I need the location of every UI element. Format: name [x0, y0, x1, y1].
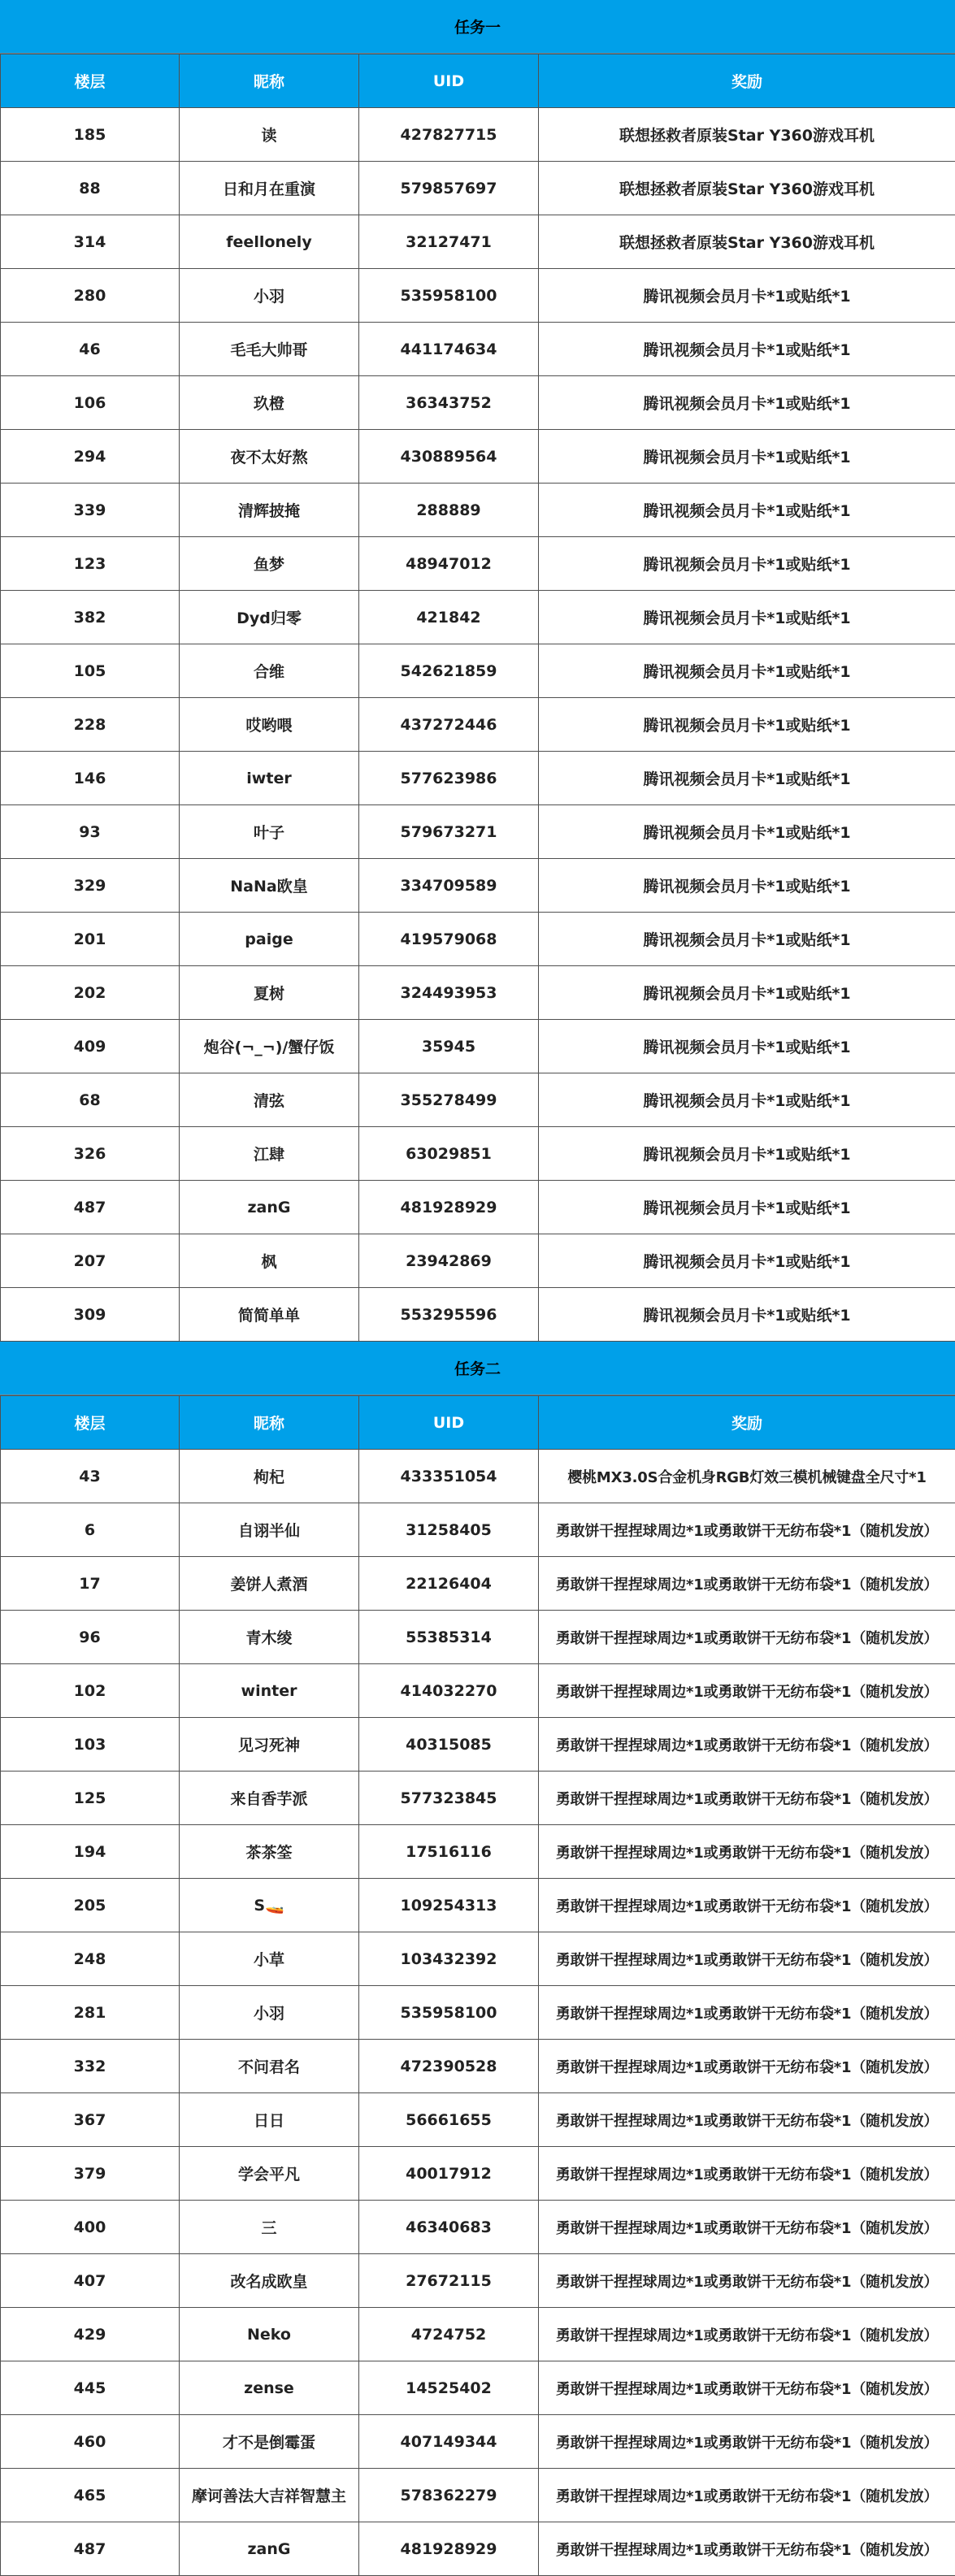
reward-cell: 腾讯视频会员月卡*1或贴纸*1: [539, 1073, 955, 1127]
table-row: [1, 805, 955, 859]
nickname-cell: S🚤: [180, 1879, 359, 1932]
reward-cell: 勇敢饼干捏捏球周边*1或勇敢饼干无纺布袋*1（随机发放）: [539, 1503, 955, 1557]
nickname-cell: 简简单单: [180, 1288, 359, 1342]
floor-cell: 487: [1, 2522, 180, 2576]
uid-cell: 427827715: [359, 108, 539, 162]
reward-cell: 腾讯视频会员月卡*1或贴纸*1: [539, 269, 955, 323]
nickname-cell: 江肆: [180, 1127, 359, 1181]
floor-cell: 201: [1, 913, 180, 966]
floor-cell: 185: [1, 108, 180, 162]
uid-cell: 414032270: [359, 1664, 539, 1718]
floor-cell: 125: [1, 1772, 180, 1825]
reward-cell: 勇敢饼干捏捏球周边*1或勇敢饼干无纺布袋*1（随机发放）: [539, 2147, 955, 2201]
uid-cell: 40017912: [359, 2147, 539, 2201]
task2-header-row: [1, 1396, 955, 1450]
uid-cell: 430889564: [359, 430, 539, 484]
table-row: [1, 1127, 955, 1181]
task1-header-row: [1, 54, 955, 108]
uid-cell: 535958100: [359, 269, 539, 323]
uid-cell: 48947012: [359, 537, 539, 591]
table-row: [1, 323, 955, 376]
floor-cell: 105: [1, 644, 180, 698]
table-row: [1, 1234, 955, 1288]
floor-cell: 379: [1, 2147, 180, 2201]
floor-cell: 280: [1, 269, 180, 323]
uid-cell: 31258405: [359, 1503, 539, 1557]
reward-cell: 联想拯救者原装Star Y360游戏耳机: [539, 215, 955, 269]
floor-cell: 465: [1, 2469, 180, 2522]
nickname-cell: 见习死神: [180, 1718, 359, 1772]
table-row: [1, 376, 955, 430]
uid-cell: 109254313: [359, 1879, 539, 1932]
reward-cell: 勇敢饼干捏捏球周边*1或勇敢饼干无纺布袋*1（随机发放）: [539, 1986, 955, 2040]
reward-cell: 腾讯视频会员月卡*1或贴纸*1: [539, 1020, 955, 1073]
nickname-cell: 改名成欧皇: [180, 2254, 359, 2308]
floor-cell: 460: [1, 2415, 180, 2469]
floor-cell: 102: [1, 1664, 180, 1718]
uid-cell: 46340683: [359, 2201, 539, 2254]
floor-cell: 248: [1, 1932, 180, 1986]
nickname-cell: 来自香芋派: [180, 1772, 359, 1825]
uid-cell: 63029851: [359, 1127, 539, 1181]
floor-cell: 202: [1, 966, 180, 1020]
floor-cell: 228: [1, 698, 180, 752]
reward-cell: 腾讯视频会员月卡*1或贴纸*1: [539, 752, 955, 805]
table-row: [1, 1932, 955, 1986]
table-row: [1, 698, 955, 752]
column-header-floor: 楼层: [1, 1396, 180, 1450]
table-row: [1, 215, 955, 269]
nickname-cell: 自诩半仙: [180, 1503, 359, 1557]
floor-cell: 314: [1, 215, 180, 269]
uid-cell: 14525402: [359, 2361, 539, 2415]
reward-cell: 勇敢饼干捏捏球周边*1或勇敢饼干无纺布袋*1（随机发放）: [539, 2093, 955, 2147]
uid-cell: 334709589: [359, 859, 539, 913]
reward-cell: 腾讯视频会员月卡*1或贴纸*1: [539, 1181, 955, 1234]
floor-cell: 106: [1, 376, 180, 430]
uid-cell: 472390528: [359, 2040, 539, 2093]
nickname-cell: winter: [180, 1664, 359, 1718]
table-row: [1, 1825, 955, 1879]
uid-cell: 22126404: [359, 1557, 539, 1611]
reward-cell: 勇敢饼干捏捏球周边*1或勇敢饼干无纺布袋*1（随机发放）: [539, 1772, 955, 1825]
table-row: [1, 484, 955, 537]
uid-cell: 55385314: [359, 1611, 539, 1664]
column-header-reward: 奖励: [539, 1396, 955, 1450]
reward-cell: 勇敢饼干捏捏球周边*1或勇敢饼干无纺布袋*1（随机发放）: [539, 2522, 955, 2576]
task1-table: [0, 54, 955, 1342]
table-row: [1, 644, 955, 698]
nickname-cell: zanG: [180, 2522, 359, 2576]
reward-cell: 腾讯视频会员月卡*1或贴纸*1: [539, 537, 955, 591]
reward-cell: 勇敢饼干捏捏球周边*1或勇敢饼干无纺布袋*1（随机发放）: [539, 2254, 955, 2308]
floor-cell: 407: [1, 2254, 180, 2308]
task1-body: [1, 108, 955, 1342]
uid-cell: 542621859: [359, 644, 539, 698]
task1-title: 任务一: [0, 0, 955, 54]
uid-cell: 553295596: [359, 1288, 539, 1342]
reward-cell: 腾讯视频会员月卡*1或贴纸*1: [539, 698, 955, 752]
table-row: [1, 2040, 955, 2093]
table-row: [1, 591, 955, 644]
nickname-cell: 小草: [180, 1932, 359, 1986]
nickname-cell: 小羽: [180, 269, 359, 323]
reward-cell: 腾讯视频会员月卡*1或贴纸*1: [539, 591, 955, 644]
floor-cell: 339: [1, 484, 180, 537]
nickname-cell: Neko: [180, 2308, 359, 2361]
reward-cell: 勇敢饼干捏捏球周边*1或勇敢饼干无纺布袋*1（随机发放）: [539, 2469, 955, 2522]
reward-cell: 勇敢饼干捏捏球周边*1或勇敢饼干无纺布袋*1（随机发放）: [539, 2415, 955, 2469]
column-header-nickname: 昵称: [180, 54, 359, 108]
floor-cell: 43: [1, 1450, 180, 1503]
table-row: [1, 1611, 955, 1664]
floor-cell: 400: [1, 2201, 180, 2254]
table-row: [1, 108, 955, 162]
uid-cell: 407149344: [359, 2415, 539, 2469]
nickname-cell: 学会平凡: [180, 2147, 359, 2201]
uid-cell: 103432392: [359, 1932, 539, 1986]
floor-cell: 103: [1, 1718, 180, 1772]
floor-cell: 382: [1, 591, 180, 644]
table-row: [1, 966, 955, 1020]
uid-cell: 579673271: [359, 805, 539, 859]
uid-cell: 17516116: [359, 1825, 539, 1879]
floor-cell: 96: [1, 1611, 180, 1664]
table-row: [1, 1288, 955, 1342]
uid-cell: 355278499: [359, 1073, 539, 1127]
floor-cell: 367: [1, 2093, 180, 2147]
table-row: [1, 1986, 955, 2040]
uid-cell: 579857697: [359, 162, 539, 215]
nickname-cell: 姜饼人煮酒: [180, 1557, 359, 1611]
floor-cell: 93: [1, 805, 180, 859]
floor-cell: 46: [1, 323, 180, 376]
table-row: [1, 2522, 955, 2576]
nickname-cell: 摩诃善法大吉祥智慧主: [180, 2469, 359, 2522]
uid-cell: 35945: [359, 1020, 539, 1073]
table-row: [1, 1503, 955, 1557]
floor-cell: 68: [1, 1073, 180, 1127]
table-row: [1, 537, 955, 591]
nickname-cell: 枸杞: [180, 1450, 359, 1503]
nickname-cell: 毛毛大帅哥: [180, 323, 359, 376]
reward-cell: 勇敢饼干捏捏球周边*1或勇敢饼干无纺布袋*1（随机发放）: [539, 1825, 955, 1879]
uid-cell: 437272446: [359, 698, 539, 752]
floor-cell: 6: [1, 1503, 180, 1557]
nickname-cell: 炮谷(¬_¬)/蟹仔饭: [180, 1020, 359, 1073]
table-row: [1, 2254, 955, 2308]
uid-cell: 481928929: [359, 2522, 539, 2576]
nickname-cell: 青木绫: [180, 1611, 359, 1664]
uid-cell: 578362279: [359, 2469, 539, 2522]
floor-cell: 146: [1, 752, 180, 805]
uid-cell: 421842: [359, 591, 539, 644]
nickname-cell: 不问君名: [180, 2040, 359, 2093]
table-row: [1, 859, 955, 913]
nickname-cell: 夜不太好熬: [180, 430, 359, 484]
uid-cell: 40315085: [359, 1718, 539, 1772]
nickname-cell: 清弦: [180, 1073, 359, 1127]
reward-cell: 腾讯视频会员月卡*1或贴纸*1: [539, 913, 955, 966]
nickname-cell: 鱼梦: [180, 537, 359, 591]
reward-cell: 樱桃MX3.0S合金机身RGB灯效三模机械键盘全尺寸*1: [539, 1450, 955, 1503]
table-row: [1, 2469, 955, 2522]
uid-cell: 441174634: [359, 323, 539, 376]
table-row: [1, 162, 955, 215]
table-row: [1, 2147, 955, 2201]
table-row: [1, 1020, 955, 1073]
reward-cell: 腾讯视频会员月卡*1或贴纸*1: [539, 1234, 955, 1288]
floor-cell: 487: [1, 1181, 180, 1234]
reward-cell: 腾讯视频会员月卡*1或贴纸*1: [539, 966, 955, 1020]
table-row: [1, 2308, 955, 2361]
task2-title: 任务二: [0, 1342, 955, 1395]
nickname-cell: 三: [180, 2201, 359, 2254]
nickname-cell: Dyd归零: [180, 591, 359, 644]
nickname-cell: iwter: [180, 752, 359, 805]
floor-cell: 309: [1, 1288, 180, 1342]
table-row: [1, 2415, 955, 2469]
uid-cell: 27672115: [359, 2254, 539, 2308]
nickname-cell: feellonely: [180, 215, 359, 269]
reward-cell: 腾讯视频会员月卡*1或贴纸*1: [539, 805, 955, 859]
table-row: [1, 1879, 955, 1932]
nickname-cell: 日和月在重演: [180, 162, 359, 215]
floor-cell: 205: [1, 1879, 180, 1932]
table-row: [1, 1450, 955, 1503]
reward-cell: 勇敢饼干捏捏球周边*1或勇敢饼干无纺布袋*1（随机发放）: [539, 2201, 955, 2254]
reward-cell: 勇敢饼干捏捏球周边*1或勇敢饼干无纺布袋*1（随机发放）: [539, 1611, 955, 1664]
nickname-cell: 玖橙: [180, 376, 359, 430]
uid-cell: 32127471: [359, 215, 539, 269]
table-row: [1, 913, 955, 966]
nickname-cell: NaNa欧皇: [180, 859, 359, 913]
uid-cell: 324493953: [359, 966, 539, 1020]
floor-cell: 294: [1, 430, 180, 484]
floor-cell: 207: [1, 1234, 180, 1288]
reward-cell: 腾讯视频会员月卡*1或贴纸*1: [539, 376, 955, 430]
column-header-reward: 奖励: [539, 54, 955, 108]
reward-cell: 勇敢饼干捏捏球周边*1或勇敢饼干无纺布袋*1（随机发放）: [539, 1879, 955, 1932]
table-row: [1, 1772, 955, 1825]
uid-cell: 419579068: [359, 913, 539, 966]
floor-cell: 281: [1, 1986, 180, 2040]
floor-cell: 17: [1, 1557, 180, 1611]
reward-cell: 勇敢饼干捏捏球周边*1或勇敢饼干无纺布袋*1（随机发放）: [539, 2361, 955, 2415]
reward-cell: 腾讯视频会员月卡*1或贴纸*1: [539, 1127, 955, 1181]
table-row: [1, 1557, 955, 1611]
floor-cell: 409: [1, 1020, 180, 1073]
nickname-cell: 清辉披掩: [180, 484, 359, 537]
reward-cell: 腾讯视频会员月卡*1或贴纸*1: [539, 859, 955, 913]
table-row: [1, 752, 955, 805]
table-row: [1, 2093, 955, 2147]
uid-cell: 23942869: [359, 1234, 539, 1288]
table-row: [1, 1718, 955, 1772]
column-header-uid: UID: [359, 1396, 539, 1450]
floor-cell: 429: [1, 2308, 180, 2361]
nickname-cell: 合维: [180, 644, 359, 698]
uid-cell: 56661655: [359, 2093, 539, 2147]
uid-cell: 481928929: [359, 1181, 539, 1234]
table-row: [1, 2361, 955, 2415]
uid-cell: 577623986: [359, 752, 539, 805]
nickname-cell: zanG: [180, 1181, 359, 1234]
table-row: [1, 1664, 955, 1718]
reward-cell: 腾讯视频会员月卡*1或贴纸*1: [539, 484, 955, 537]
reward-cell: 联想拯救者原装Star Y360游戏耳机: [539, 108, 955, 162]
nickname-cell: paige: [180, 913, 359, 966]
floor-cell: 123: [1, 537, 180, 591]
uid-cell: 36343752: [359, 376, 539, 430]
nickname-cell: zense: [180, 2361, 359, 2415]
floor-cell: 445: [1, 2361, 180, 2415]
table-row: [1, 1073, 955, 1127]
uid-cell: 288889: [359, 484, 539, 537]
nickname-cell: 茶茶筌: [180, 1825, 359, 1879]
reward-cell: 腾讯视频会员月卡*1或贴纸*1: [539, 430, 955, 484]
table-row: [1, 2201, 955, 2254]
uid-cell: 4724752: [359, 2308, 539, 2361]
nickname-cell: 枫: [180, 1234, 359, 1288]
table-row: [1, 269, 955, 323]
reward-cell: 腾讯视频会员月卡*1或贴纸*1: [539, 1288, 955, 1342]
nickname-cell: 才不是倒霉蛋: [180, 2415, 359, 2469]
floor-cell: 329: [1, 859, 180, 913]
reward-cell: 腾讯视频会员月卡*1或贴纸*1: [539, 644, 955, 698]
reward-cell: 勇敢饼干捏捏球周边*1或勇敢饼干无纺布袋*1（随机发放）: [539, 2040, 955, 2093]
reward-cell: 勇敢饼干捏捏球周边*1或勇敢饼干无纺布袋*1（随机发放）: [539, 1664, 955, 1718]
task2-body: [1, 1450, 955, 2576]
nickname-cell: 读: [180, 108, 359, 162]
floor-cell: 88: [1, 162, 180, 215]
column-header-floor: 楼层: [1, 54, 180, 108]
column-header-nickname: 昵称: [180, 1396, 359, 1450]
uid-cell: 433351054: [359, 1450, 539, 1503]
nickname-cell: 夏树: [180, 966, 359, 1020]
nickname-cell: 叶子: [180, 805, 359, 859]
reward-cell: 腾讯视频会员月卡*1或贴纸*1: [539, 323, 955, 376]
floor-cell: 332: [1, 2040, 180, 2093]
reward-cell: 勇敢饼干捏捏球周边*1或勇敢饼干无纺布袋*1（随机发放）: [539, 1718, 955, 1772]
column-header-uid: UID: [359, 54, 539, 108]
task2-table: [0, 1395, 955, 2576]
uid-cell: 577323845: [359, 1772, 539, 1825]
reward-cell: 勇敢饼干捏捏球周边*1或勇敢饼干无纺布袋*1（随机发放）: [539, 2308, 955, 2361]
floor-cell: 194: [1, 1825, 180, 1879]
reward-cell: 勇敢饼干捏捏球周边*1或勇敢饼干无纺布袋*1（随机发放）: [539, 1932, 955, 1986]
reward-cell: 勇敢饼干捏捏球周边*1或勇敢饼干无纺布袋*1（随机发放）: [539, 1557, 955, 1611]
floor-cell: 326: [1, 1127, 180, 1181]
nickname-cell: 哎哟喂: [180, 698, 359, 752]
table-row: [1, 430, 955, 484]
nickname-cell: 日日: [180, 2093, 359, 2147]
reward-cell: 联想拯救者原装Star Y360游戏耳机: [539, 162, 955, 215]
uid-cell: 535958100: [359, 1986, 539, 2040]
table-row: [1, 1181, 955, 1234]
nickname-cell: 小羽: [180, 1986, 359, 2040]
